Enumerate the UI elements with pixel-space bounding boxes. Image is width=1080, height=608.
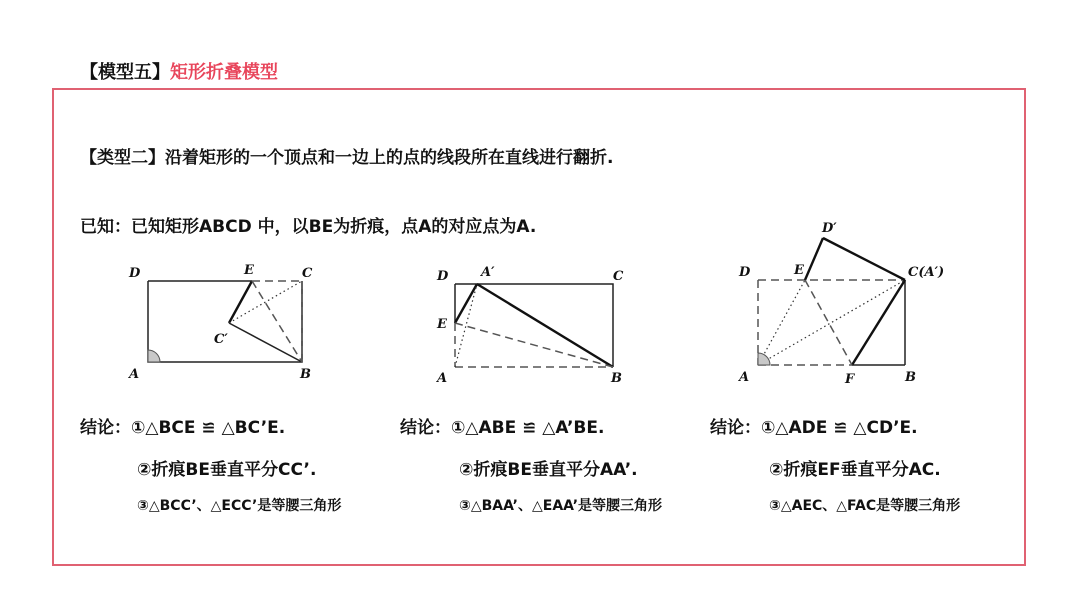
fig1-ec-prime — [229, 281, 252, 323]
fig1-label-c: C — [302, 266, 313, 281]
fig2-crease-be — [455, 323, 613, 367]
conclusion-1-item-2: ②折痕BE垂直平分CC’. — [137, 460, 317, 480]
fig1-crease-be — [252, 281, 302, 362]
given-statement: 已知：已知矩形ABCD 中，以BE为折痕，点A的对应点为A. — [80, 217, 537, 237]
fig3-cd-prime — [823, 238, 905, 280]
figure-2 — [435, 265, 624, 386]
fig3-label-b: B — [905, 370, 916, 385]
model-number: 【模型五】 — [80, 62, 170, 83]
fig3-diagonal-ac — [758, 280, 905, 365]
fig2-label-c: C — [613, 269, 624, 284]
fig3-label-d: D — [739, 265, 751, 280]
conclusion-3-item-3: ③△AEC、△FAC是等腰三角形 — [769, 498, 961, 514]
fig2-label-b: B — [611, 371, 622, 386]
conclusion-1-line-1 — [80, 413, 285, 438]
figure-3 — [737, 221, 944, 387]
fig2-label-a: A — [437, 371, 448, 386]
conclusion-3-item-1: ①△ADE ≌ △CD’E. — [761, 418, 918, 438]
fig3-ed-prime — [805, 238, 823, 280]
fig3-crease-ef — [805, 280, 852, 365]
fig1-angle-mark — [148, 350, 160, 362]
fig2-label-a-prime: A′ — [481, 265, 495, 280]
fig3-ae — [758, 280, 805, 365]
fig2-rect-solid — [455, 284, 613, 367]
fig3-label-c-a-prime: C(A′) — [908, 265, 945, 280]
type-intro: 【类型二】沿着矩形的一个顶点和一边上的点的线段所在直线进行翻折. — [80, 148, 614, 168]
fig1-label-a: A — [129, 367, 140, 382]
conclusion-2-prefix: 结论： — [400, 418, 451, 438]
model-title: 矩形折叠模型 — [170, 62, 278, 83]
conclusion-2-item-3: ③△BAA’、△EAA’是等腰三角形 — [459, 498, 663, 514]
figure-1 — [127, 263, 313, 382]
conclusion-3-prefix: 结论： — [710, 418, 761, 438]
fig2-ea-prime — [455, 284, 477, 323]
fig3-label-e: E — [794, 263, 804, 278]
conclusion-1-prefix: 结论： — [80, 418, 131, 438]
fig1-label-b: B — [300, 367, 311, 382]
conclusion-1-item-3: ③△BCC’、△ECC’是等腰三角形 — [137, 498, 342, 514]
fig3-fc — [852, 280, 905, 365]
fig2-aa-prime — [455, 284, 477, 367]
conclusion-2-line-1 — [400, 413, 604, 438]
fig3-angle-mark — [758, 353, 770, 365]
conclusion-2-item-1: ①△ABE ≌ △A’BE. — [451, 418, 605, 438]
fig2-label-d: D — [437, 269, 449, 284]
conclusion-3-line-1 — [710, 413, 918, 438]
conclusion-2-item-2: ②折痕BE垂直平分AA’. — [459, 460, 638, 480]
fig1-label-c-prime: C′ — [214, 332, 228, 347]
fig1-bc-prime — [229, 323, 302, 362]
fig3-label-d-prime: D′ — [822, 221, 837, 236]
fig2-label-e: E — [437, 317, 447, 332]
fig3-label-f: F — [845, 372, 855, 387]
fig3-label-a: A — [739, 370, 750, 385]
fig1-label-e: E — [244, 263, 254, 278]
fig1-label-d: D — [129, 266, 141, 281]
conclusion-3-item-2: ②折痕EF垂直平分AC. — [769, 460, 941, 480]
fig2-ba-prime — [477, 284, 613, 367]
conclusion-1-item-1: ①△BCE ≌ △BC’E. — [131, 418, 286, 438]
